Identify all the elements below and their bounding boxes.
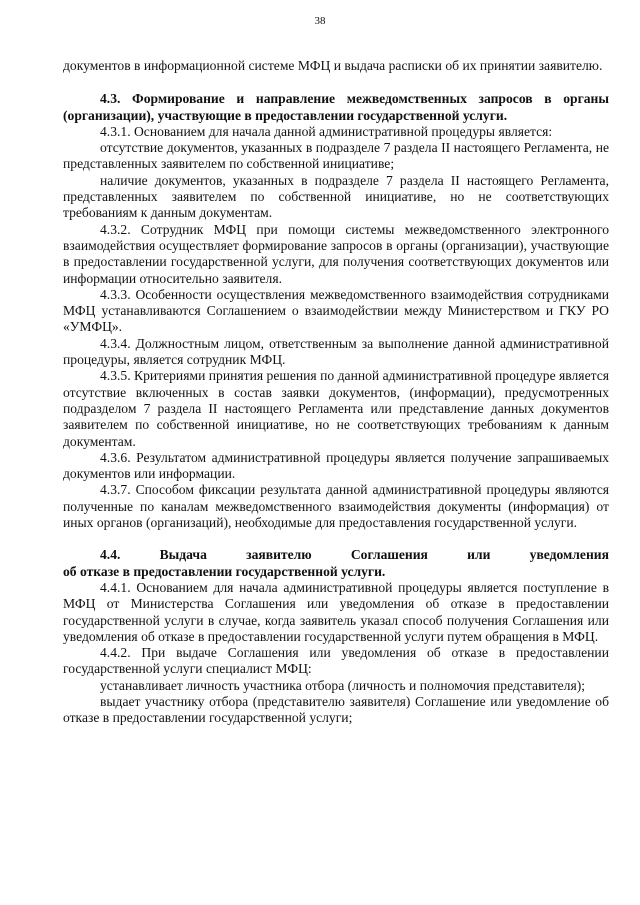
page-content [63, 58, 609, 727]
spacer [63, 74, 609, 91]
heading-word: Соглашения [350, 547, 428, 563]
paragraph-4-4-2: 4.4.2. При выдаче Соглашения или уведомления об отказе в предоставлении государственной услуги специалист МФЦ: [63, 645, 609, 677]
paragraph-4-3-4: 4.3.4. Должностным лицом, ответственным за выполнение данной административной процедуры, является сотрудник МФЦ. [63, 335, 609, 368]
paragraph-4-3-6: 4.3.6. Результатом административной процедуры является получение запрашиваемых документов или информации. [63, 449, 609, 482]
page-number: 38 [314, 15, 326, 27]
heading-word: или [467, 547, 491, 563]
paragraph-4-3-7: 4.3.7. Способом фиксации результата данной административной процедуры являются полученные по каналам межведомственного взаимодействия документы (информация) от иных органов (организаций), необходимые для предоставления государственной услуги. [63, 482, 609, 531]
section-4-3-heading: 4.3. Формирование и направление межведомственных запросов в органы (организации), участвующие в предоставлении государственной услуги. [63, 91, 609, 123]
section-4-4-heading-line-1 [63, 547, 609, 563]
paragraph-4-3-1-item-b: наличие документов, указанных в подразделе 7 раздела II настоящего Регламента, представленных заявителем по собственной инициативе, но не соответствующих требованиям к данным документам. [63, 172, 609, 221]
paragraph-continuation: документов в информационной системе МФЦ и выдача расписки об их принятии заявителю. [63, 58, 603, 73]
paragraph-4-4-2-item-b: выдает участнику отбора (представителю заявителя) Соглашение или уведомление об отказе в предоставлении государственной услуги; [63, 693, 609, 726]
heading-word: заявителю [246, 547, 312, 563]
paragraph-4-3-5: 4.3.5. Критериями принятия решения по данной административной процедуре является отсутствие включенных в состав заявки документов, (информации), предусмотренных подразделом 7 раздела II настоящего Регламента или представление данных документов заявителем по собственной инициативе, но не соответствующих требованиям к данным документам. [63, 368, 609, 449]
heading-word: Выдача [159, 547, 207, 563]
section-4-4-heading-line-2: об отказе в предоставлении государственной услуги. [63, 563, 386, 579]
paragraph-4-3-1-item-a: отсутствие документов, указанных в подразделе 7 раздела II настоящего Регламента, не представленных заявителем по собственной инициативе; [63, 140, 609, 172]
heading-word: 4.4. [100, 547, 121, 563]
section-4-4-heading [63, 547, 609, 580]
heading-word: уведомления [529, 547, 609, 563]
paragraph-4-4-1: 4.4.1. Основанием для начала административной процедуры является поступление в МФЦ от Министерства Соглашения или уведомления об отказе в предоставлении государственной услуги в случае, когда заявитель указал способ получения Соглашения или уведомления об отказе в предоставлении государственной услуги путем обращения в МФЦ. [63, 579, 609, 644]
spacer [63, 531, 609, 547]
paragraph-4-3-3: 4.3.3. Особенности осуществления межведомственного взаимодействия сотрудниками МФЦ устанавливаются Соглашением о взаимодействии между Министерством и ГКУ РО «УМФЦ». [63, 286, 609, 335]
paragraph-4-3-2: 4.3.2. Сотрудник МФЦ при помощи системы межведомственного электронного взаимодействия осуществляет формирование запросов в органы (организации), участвующие в предоставлении государственной услуги, для получения соответствующих документов или информации относительно заявителя. [63, 221, 609, 286]
paragraph-4-3-1: 4.3.1. Основанием для начала данной административной процедуры является: [100, 123, 553, 139]
paragraph-4-4-2-item-a: устанавливает личность участника отбора (личность и полномочия представителя); [100, 677, 586, 693]
